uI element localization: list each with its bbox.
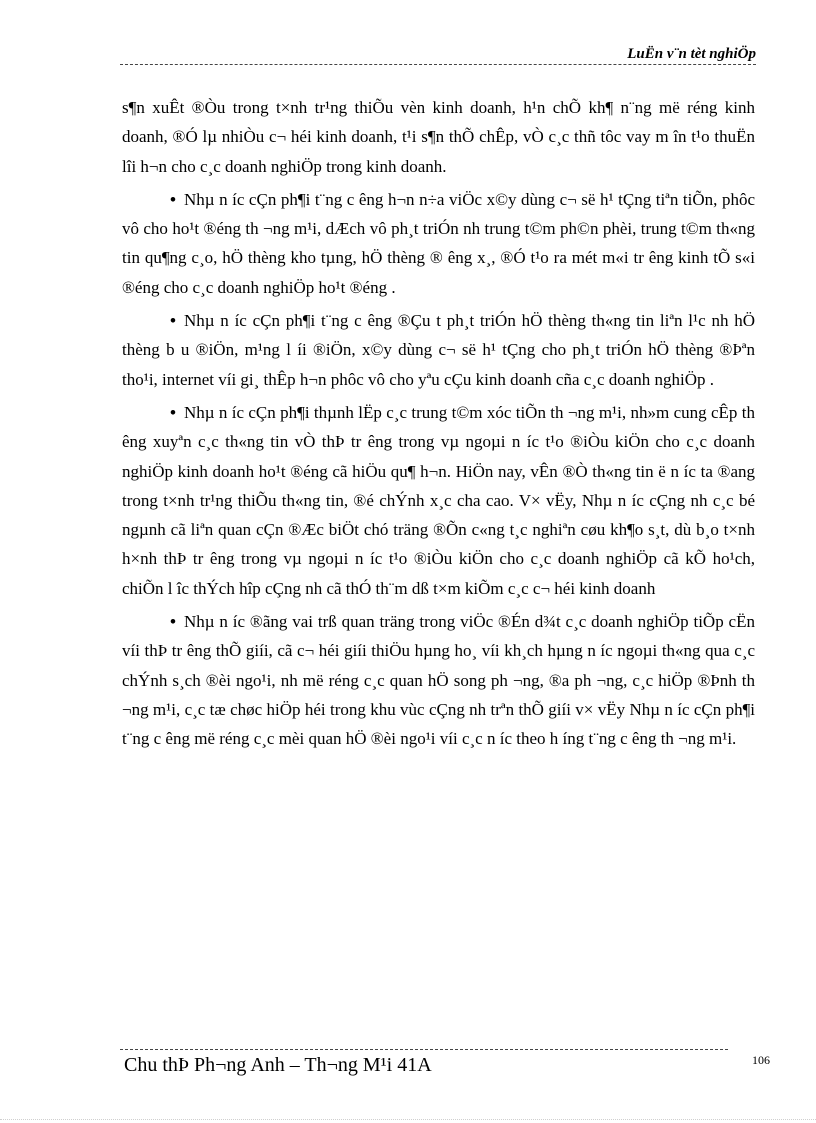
bullet-paragraph-foreign-relations: [122, 607, 755, 753]
paragraph-text: Nhµ n íc cÇn ph¶i t¨ng c êng ®Çu t ph¸t triÓn hÖ thèng th«ng tin liªn l¹c nh hÖ thèng b u ®iÖn, m¹ng l íi ®iÖn, x©y dùng c¬ së h¹ tÇng cho ph¸t triÓn hÖ thèng ®Þªn tho¹i, internet víi gi¸ thÊp h¬n phôc vô cho yªu cÇu kinh doanh cña c¸c doanh nghiÖp .: [122, 311, 755, 389]
header-divider: [120, 64, 756, 65]
bullet-dot-icon: •: [170, 402, 176, 422]
footer-author: Chu thÞ Ph¬ng Anh – Th¬ng M¹i 41A: [124, 1054, 432, 1076]
document-body: [122, 93, 755, 758]
bullet-dot-icon: •: [170, 612, 176, 632]
bullet-dot-icon: •: [170, 311, 176, 331]
running-header-title: LuËn v¨n tèt nghiÖp: [627, 46, 756, 62]
page-bottom-border: [0, 1119, 816, 1120]
bullet-paragraph-trade-promotion: [122, 398, 755, 603]
page-number: 106: [752, 1053, 770, 1067]
bullet-dot-icon: •: [170, 189, 176, 209]
paragraph-text: s¶n xuÊt ®Òu trong t×nh tr¹ng thiÕu vèn kinh doanh, h¹n chÕ kh¶ n¨ng më réng kinh doanh, ®Ó lµ nhiÒu c¬ héi kinh doanh, t¹i s¶n thÕ chÊp, vÒ c¸c thñ tôc vay m în t¹o thuËn lîi h¬n cho c¸c doanh nghiÖp trong kinh doanh.: [122, 98, 755, 176]
footer-divider: [120, 1049, 728, 1050]
bullet-paragraph-communications: [122, 306, 755, 394]
paragraph-continuation: [122, 93, 755, 181]
paragraph-text: Nhµ n íc cÇn ph¶i thµnh lËp c¸c trung t©m xóc tiÕn th ¬ng m¹i, nh»m cung cÊp th êng xuyªn c¸c th«ng tin vÒ thÞ tr êng trong vµ ngoµi n íc t¹o ®iÒu kiÖn cho c¸c doanh nghiÖp kinh doanh ho¹t ®éng cã hiÖu qu¶ h¬n. HiÖn nay, vÊn ®Ò th«ng tin ë n íc ta ®ang trong t×nh tr¹ng thiÕu th«ng tin, ®é chÝnh x¸c cha cao. V× vËy, Nhµ n íc cÇng nh c¸c bé ngµnh cã liªn quan cÇn ®Æc biÖt chó träng ®Õn c«ng t¸c nghiªn cøu kh¶o s¸t, dù b¸o t×nh h×nh thÞ tr êng trong vµ ngoµi n íc t¹o ®iÒu kiÖn cho c¸c doanh nghiÖp cã kÕ ho¹ch, chiÕn l îc thÝch hîp cÇng nh cã thÓ th¨m dß t×m kiÕm c¸c c¬ héi kinh doanh: [122, 402, 755, 598]
paragraph-text: Nhµ n íc ®ãng vai trß quan träng trong viÖc ®Én d¾t c¸c doanh nghiÖp tiÕp cËn víi thÞ tr êng thÕ giíi, cã c¬ héi giíi thiÖu hµng ho¸ víi kh¸ch hµng n íc ngoµi th«ng qua c¸c chÝnh s¸ch ®èi ngo¹i, nh më réng c¸c quan hÖ song ph ¬ng, ®a ph ¬ng, c¸c hiÖp ®Þnh th ¬ng m¹i, c¸c tæ chøc hiÖp héi trong khu vùc cÇng nh trªn thÕ giíi v× vËy Nhµ n íc cÇn ph¶i t¨ng c êng më réng c¸c mèi quan hÖ ®èi ngo¹i víi c¸c n íc theo h íng t¨ng c êng th ¬ng m¹i.: [122, 612, 755, 749]
paragraph-text: Nhµ n íc cÇn ph¶i t¨ng c êng h¬n n÷a viÖc x©y dùng c¬ së h¹ tÇng tiªn tiÕn, phôc vô cho ho¹t ®éng th ¬ng m¹i, dÆch vô ph¸t triÓn nh trung t©m ph©n phèi, trung t©m th«ng tin qu¶ng c¸o, hÖ thèng kho tµng, hÖ thèng ® êng x¸, ®Ó t¹o ra mét m«i tr êng kinh tÕ s«i ®éng cho c¸c doanh nghiÖp ho¹t ®éng .: [122, 189, 755, 297]
bullet-paragraph-infrastructure: [122, 185, 755, 302]
